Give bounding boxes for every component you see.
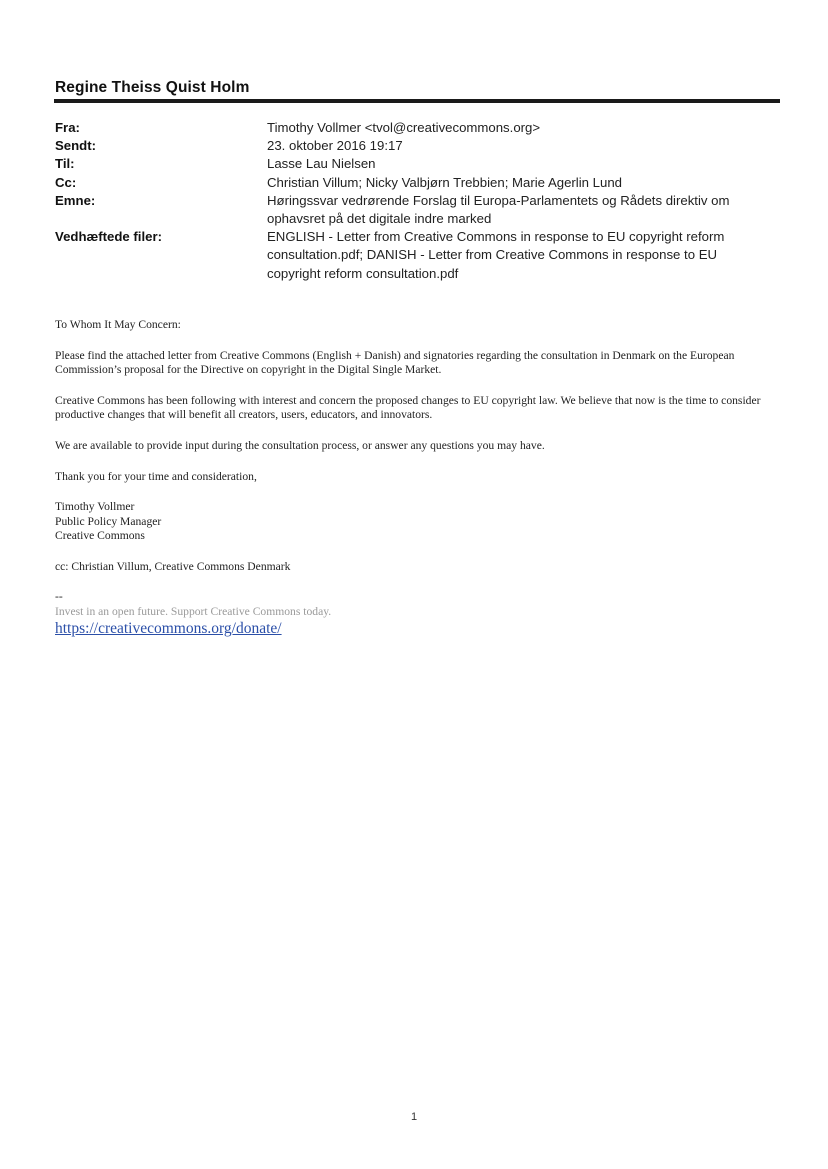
signature-org: Creative Commons xyxy=(55,529,145,543)
page-number: 1 xyxy=(410,1111,418,1123)
field-sent-label: Sendt: xyxy=(55,138,97,154)
signature-separator: -- xyxy=(55,589,63,603)
signature-name: Timothy Vollmer xyxy=(55,500,135,514)
field-to-value: Lasse Lau Nielsen xyxy=(267,156,376,172)
email-body xyxy=(55,318,780,638)
field-to xyxy=(55,155,785,173)
field-from-value: Timothy Vollmer <tvol@creativecommons.org> xyxy=(267,120,541,135)
field-to-label: Til: xyxy=(55,156,75,172)
body-paragraph-2: Creative Commons has been following with interest and concern the proposed changes to EU copyright law. We believe that now is the time to consider productive changes that will benefit all creators, users, educators, and innovators. xyxy=(55,393,761,422)
field-cc-label: Cc: xyxy=(55,174,77,190)
field-sent xyxy=(55,137,785,155)
cc-line: cc: Christian Villum, Creative Commons Denmark xyxy=(55,559,291,573)
body-paragraph-1: Please find the attached letter from Creative Commons (English + Danish) and signatories regarding the consultation in Denmark on the European Commission’s proposal for the Directive on copyright in the Digital Single Market. xyxy=(55,348,735,377)
closing: Thank you for your time and consideration, xyxy=(55,469,257,483)
field-attachments xyxy=(55,228,785,283)
signature-block xyxy=(55,500,780,544)
field-cc xyxy=(55,174,785,192)
body-paragraph-3: We are available to provide input during the consultation process, or answer any questions you may have. xyxy=(55,438,545,452)
field-subject-value: Høringssvar vedrørende Forslag til Europa-Parlamentets og Rådets direktiv om ophavsret på det digitale indre marked xyxy=(267,192,730,227)
field-sent-value: 23. oktober 2016 19:17 xyxy=(267,138,403,154)
field-subject xyxy=(55,192,785,228)
promo-text: Invest in an open future. Support Creative Commons today. xyxy=(55,604,332,618)
field-cc-value: Christian Villum; Nicky Valbjørn Trebbien; Marie Agerlin Lund xyxy=(267,174,622,190)
field-subject-label: Emne: xyxy=(55,192,96,208)
field-from xyxy=(55,119,785,137)
header-divider xyxy=(54,99,780,103)
field-attachments-value: ENGLISH - Letter from Creative Commons in response to EU copyright reform consultation.pdf; DANISH - Letter from Creative Commons in response to EU copyright reform consultation.pdf xyxy=(267,229,725,281)
field-attachments-label: Vedhæftede filer: xyxy=(55,229,162,245)
donate-link[interactable]: https://creativecommons.org/donate/ xyxy=(55,620,282,638)
greeting: To Whom It May Concern: xyxy=(55,318,181,331)
email-header-fields xyxy=(55,119,785,283)
signature-title: Public Policy Manager xyxy=(55,514,162,528)
field-from-label: Fra: xyxy=(55,120,80,135)
sender-header-name: Regine Theiss Quist Holm xyxy=(55,79,250,96)
